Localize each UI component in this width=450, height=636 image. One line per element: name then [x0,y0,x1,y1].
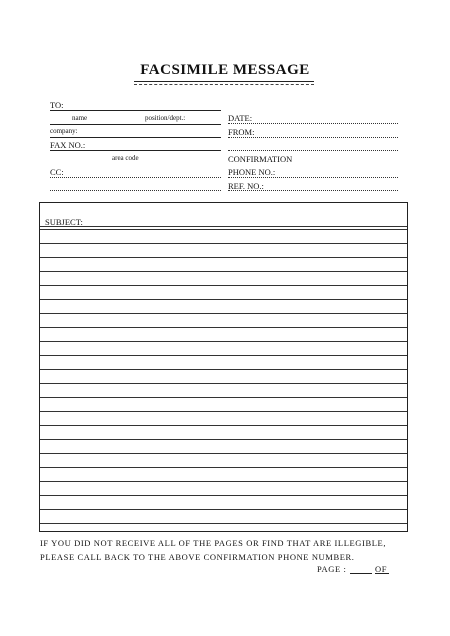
to-field[interactable] [50,110,221,111]
message-line [40,383,407,384]
message-line [40,243,407,244]
subject-underline [40,229,407,230]
phone-label: PHONE NO.: [228,167,276,177]
message-box[interactable] [39,202,408,532]
message-line [40,453,407,454]
cc-field-2[interactable] [50,190,221,191]
subject-label: SUBJECT: [45,217,83,227]
footer-notice-line1: IF YOU DID NOT RECEIVE ALL OF THE PAGES OR FIND THAT ARE ILLEGIBLE, [40,538,387,548]
message-line [40,341,407,342]
ref-label: REF. NO.: [228,181,264,191]
from-field-2[interactable] [228,150,398,151]
cc-label: CC: [50,167,64,177]
message-line [40,271,407,272]
position-label: position/dept.: [145,114,186,122]
to-label: TO: [50,100,64,110]
message-line [40,523,407,524]
page-total-underline [375,573,389,574]
name-label: name [72,114,88,122]
fax-label: FAX NO.: [50,140,86,150]
message-line [40,467,407,468]
message-line [40,355,407,356]
message-line [40,481,407,482]
message-line [40,397,407,398]
company-field[interactable] [50,137,221,138]
from-label: FROM: [228,127,255,137]
area-code-label: area code [112,154,139,162]
message-line [40,509,407,510]
subject-underline [40,226,407,227]
message-line [40,327,407,328]
name-position-field[interactable] [50,124,221,125]
message-line [40,299,407,300]
page-number-field[interactable] [350,573,372,574]
confirmation-label: CONFIRMATION [228,154,293,164]
message-line [40,495,407,496]
footer-notice-line2: PLEASE CALL BACK TO THE ABOVE CONFIRMATION PHONE NUMBER. [40,552,355,562]
cc-field[interactable] [50,177,221,178]
fax-field[interactable] [50,150,221,151]
message-line [40,313,407,314]
message-line [40,439,407,440]
company-label: company: [50,127,78,135]
page-title: FACSIMILE MESSAGE [140,62,310,78]
message-line [40,369,407,370]
date-label: DATE: [228,113,253,123]
page-label: PAGE : [317,564,347,574]
of-label: OF [375,564,388,574]
message-line [40,285,407,286]
message-line [40,411,407,412]
ref-field[interactable] [228,190,398,191]
date-field[interactable] [228,123,398,124]
message-line [40,425,407,426]
phone-field[interactable] [228,177,398,178]
message-line [40,257,407,258]
title-underline-dashed [134,84,314,85]
from-field[interactable] [228,137,398,138]
title-underline [134,81,314,82]
